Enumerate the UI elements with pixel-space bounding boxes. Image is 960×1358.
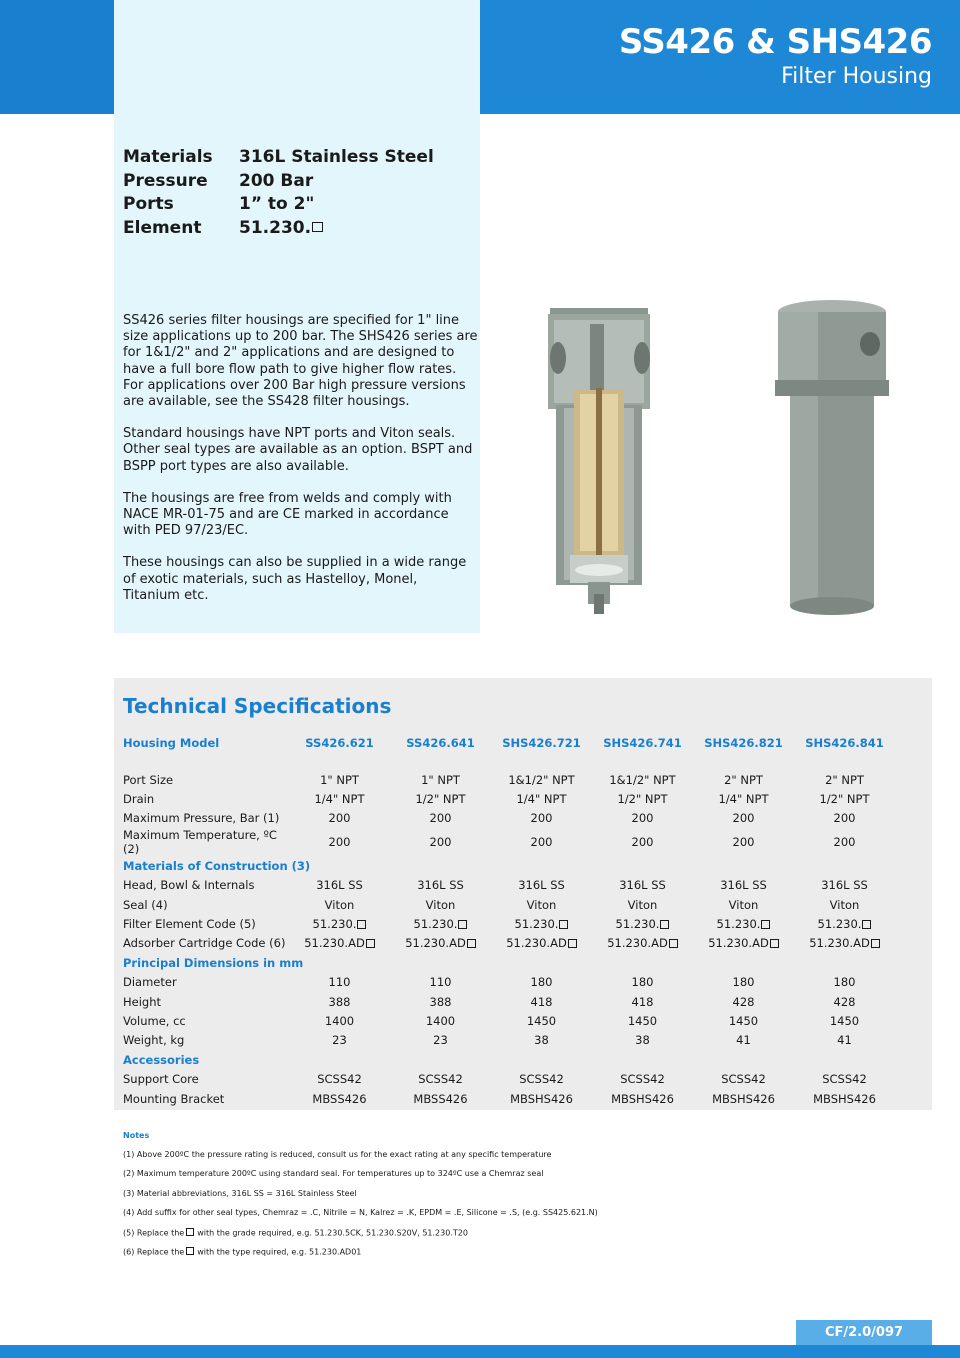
spec-value-text: 200 Bar: [239, 170, 314, 191]
row-label: Adsorber Cartridge Code (6): [123, 936, 286, 951]
spec-label: Materials: [123, 147, 213, 167]
note-item: [123, 1208, 598, 1227]
cell-value: 1/4" NPT: [516, 792, 567, 807]
checkbox-glyph-icon: [568, 939, 577, 948]
checkbox-glyph-icon: [770, 939, 779, 948]
cell-value: 1400: [324, 1013, 355, 1028]
table-cell: [693, 809, 794, 828]
spec-label: Element: [123, 217, 202, 238]
table-cell: [491, 1069, 592, 1088]
table-cell: [794, 1011, 895, 1030]
checkbox-glyph-icon: [458, 920, 467, 929]
table-cell: [592, 1069, 693, 1088]
model-header: SS426.641: [406, 736, 475, 750]
cell-value: 316L SS: [417, 878, 464, 893]
cell-value: 38: [534, 1033, 549, 1048]
description-paragraph: These housings can also be supplied in a wide range of exotic materials, such as Hastelloy, Monel, Titanium etc.: [123, 555, 467, 603]
footer-bar: [0, 1345, 960, 1358]
cell-value: 200: [530, 811, 553, 826]
cell-value: 41: [837, 1033, 852, 1048]
spec-row: [123, 217, 434, 241]
cell-value: 316L SS: [619, 878, 666, 893]
cell-value: 51.230.: [716, 917, 761, 932]
table-cell: [592, 828, 693, 856]
cell-value: 428: [833, 994, 856, 1009]
tech-title: Technical Specifications: [123, 694, 392, 718]
table-cell: [491, 973, 592, 992]
table-cell: [794, 973, 895, 992]
cell-value: Viton: [425, 897, 456, 912]
table-cell: [794, 809, 895, 828]
model-header: SS426.621: [305, 736, 374, 750]
checkbox-glyph-icon: [871, 939, 880, 948]
table-cell: [390, 876, 491, 895]
section-label: Materials of Construction (3): [123, 858, 311, 873]
cell-value: SCSS42: [620, 1072, 665, 1087]
table-cell: [289, 1089, 390, 1108]
table-cell: [794, 789, 895, 808]
table-row: [123, 934, 895, 953]
cell-value: 51.230.: [615, 917, 660, 932]
cell-value: 2" NPT: [825, 772, 864, 787]
cell-value: 51.230.: [312, 917, 357, 932]
cell-value: 51.230.AD: [405, 936, 466, 951]
table-cell: [794, 895, 895, 914]
cell-value: 200: [631, 835, 654, 850]
header-housing-model: Housing Model: [123, 736, 220, 750]
cell-value: SCSS42: [317, 1072, 362, 1087]
cell-value: 316L SS: [720, 878, 767, 893]
table-cell: [592, 895, 693, 914]
note-text: (4) Add suffix for other seal types, Chemraz = .C, Nitrile = N, Kalrez = .K, EPDM = .E, Silicone = .S, (e.g. SS425.621.N): [123, 1208, 598, 1218]
cell-value: 1/2" NPT: [819, 792, 870, 807]
table-cell: [289, 895, 390, 914]
description-paragraph: Standard housings have NPT ports and Viton seals. Other seal types are available as an option. BSPT and BSPP port types are also available.: [123, 426, 473, 474]
cell-value: 1450: [526, 1013, 557, 1028]
table-cell: [693, 973, 794, 992]
table-row: [123, 973, 895, 992]
cell-value: 41: [736, 1033, 751, 1048]
cell-value: 180: [530, 975, 553, 990]
cell-value: 1" NPT: [320, 772, 359, 787]
note-item: [123, 1228, 598, 1247]
checkbox-glyph-icon: [357, 920, 366, 929]
note-item: [123, 1189, 598, 1208]
cell-value: 1/2" NPT: [415, 792, 466, 807]
table-cell: [390, 770, 491, 789]
cell-value: 1400: [425, 1013, 456, 1028]
row-label: Volume, cc: [123, 1013, 186, 1028]
cell-value: 51.230.: [514, 917, 559, 932]
row-label: Diameter: [123, 975, 177, 990]
checkbox-glyph-icon: [660, 920, 669, 929]
spec-value: [239, 217, 323, 241]
cell-value: 200: [732, 835, 755, 850]
spec-label: Pressure: [123, 170, 208, 191]
spacer-row: [123, 750, 895, 770]
table-cell: [794, 992, 895, 1011]
cell-value: 51.230.: [817, 917, 862, 932]
section-row: [123, 856, 895, 875]
section-label: Principal Dimensions in mm: [123, 955, 304, 970]
table-cell: [390, 934, 491, 953]
cell-value: 23: [433, 1033, 448, 1048]
cell-value: 51.230.AD: [708, 936, 769, 951]
table-cell: [491, 1031, 592, 1050]
spec-value-text: 316L Stainless Steel: [239, 147, 434, 167]
table-cell: [794, 914, 895, 933]
cell-value: 200: [732, 811, 755, 826]
cell-value: MBSS426: [312, 1091, 367, 1106]
table-cell: [693, 895, 794, 914]
spec-row: [123, 170, 434, 194]
table-cell: [693, 914, 794, 933]
table-cell: [491, 934, 592, 953]
table-cell: [592, 789, 693, 808]
cell-value: 1" NPT: [421, 772, 460, 787]
row-label: Support Core: [123, 1072, 199, 1087]
key-specs: [123, 146, 434, 240]
cell-value: 1&1/2" NPT: [609, 772, 676, 787]
description-paragraph: SS426 series filter housings are specified for 1" line size applications up to 200 bar. The SHS426 series are for 1&1/2" and 2" applications and are designed to have a full bore flow path to give higher flow rates. For applications over 200 Bar high pressure versions are available, see the SS428 filter housings.: [123, 313, 478, 410]
model-header: SHS426.741: [603, 736, 682, 750]
cell-value: 2" NPT: [724, 772, 763, 787]
document-code: CF/2.0/097: [796, 1320, 932, 1345]
table-row: [123, 809, 895, 828]
table-cell: [491, 914, 592, 933]
spec-row: [123, 193, 434, 217]
cell-value: 38: [635, 1033, 650, 1048]
note-text: (6) Replace the: [123, 1247, 185, 1257]
table-cell: [794, 934, 895, 953]
cell-value: MBSHS426: [813, 1091, 876, 1106]
table-cell: [390, 895, 491, 914]
table-cell: [693, 1069, 794, 1088]
header-bar: [0, 0, 960, 114]
checkbox-glyph-icon: [669, 939, 678, 948]
cell-value: 51.230.AD: [304, 936, 365, 951]
cell-value: SCSS42: [721, 1072, 766, 1087]
table-cell: [289, 876, 390, 895]
cell-value: 428: [732, 994, 755, 1009]
checkbox-glyph-icon: [312, 222, 323, 233]
notes: [123, 1131, 598, 1266]
note-text: (5) Replace the: [123, 1228, 185, 1238]
table-row: [123, 992, 895, 1011]
page-title: SS426 & SHS426: [618, 22, 932, 62]
table-row: [123, 1031, 895, 1050]
table-cell: [289, 809, 390, 828]
table-row: [123, 828, 895, 856]
cell-value: SCSS42: [822, 1072, 867, 1087]
table-cell: [289, 770, 390, 789]
table-cell: [390, 789, 491, 808]
cell-value: 180: [732, 975, 755, 990]
table-cell: [289, 789, 390, 808]
table-cell: [390, 1031, 491, 1050]
table-cell: [390, 992, 491, 1011]
cell-value: 200: [328, 835, 351, 850]
table-cell: [491, 828, 592, 856]
model-header: SHS426.721: [502, 736, 581, 750]
row-label: Height: [123, 994, 162, 1009]
description-paragraph: The housings are free from welds and comply with NACE MR-01-75 and are CE marked in accordance with PED 97/23/EC.: [123, 490, 452, 539]
spec-row: [123, 146, 434, 170]
cell-value: 200: [833, 811, 856, 826]
table-cell: [390, 914, 491, 933]
filter-housing-illustration: [530, 290, 910, 630]
table-cell: [390, 1069, 491, 1088]
table-cell: [693, 1089, 794, 1108]
solid-housing-image: [775, 300, 889, 615]
spec-value-text: 1” to 2": [239, 194, 315, 214]
table-cell: [289, 992, 390, 1011]
table-cell: [289, 1011, 390, 1030]
table-cell: [491, 809, 592, 828]
cell-value: 51.230.AD: [506, 936, 567, 951]
cell-value: 51.230.AD: [809, 936, 870, 951]
table-cell: [390, 1011, 491, 1030]
cell-value: 110: [328, 975, 351, 990]
table-cell: [693, 1011, 794, 1030]
cell-value: 200: [833, 835, 856, 850]
table-cell: [592, 1031, 693, 1050]
table-cell: [592, 914, 693, 933]
technical-specifications: [114, 678, 932, 1110]
cell-value: 180: [631, 975, 654, 990]
table-cell: [794, 1031, 895, 1050]
table-cell: [289, 934, 390, 953]
cell-value: 51.230.AD: [607, 936, 668, 951]
cell-value: 1&1/2" NPT: [508, 772, 575, 787]
cell-value: 1/4" NPT: [314, 792, 365, 807]
checkbox-glyph-icon: [559, 920, 568, 929]
table-cell: [592, 934, 693, 953]
cell-value: 200: [429, 835, 452, 850]
spec-label: Ports: [123, 194, 174, 214]
page-subtitle: Filter Housing: [781, 64, 932, 89]
cell-value: Viton: [728, 897, 759, 912]
table-cell: [289, 828, 390, 856]
model-header: SHS426.821: [704, 736, 783, 750]
table-cell: [693, 770, 794, 789]
cell-value: 316L SS: [316, 878, 363, 893]
cell-value: 200: [631, 811, 654, 826]
row-label: Maximum Temperature, ºC (2): [123, 828, 277, 857]
table-cell: [491, 1011, 592, 1030]
table-cell: [693, 934, 794, 953]
table-cell: [592, 1011, 693, 1030]
table-cell: [390, 1089, 491, 1108]
checkbox-glyph-icon: [862, 920, 871, 929]
table-cell: [592, 876, 693, 895]
cell-value: Viton: [627, 897, 658, 912]
table-cell: [491, 770, 592, 789]
note-text-after: with the type required, e.g. 51.230.AD01: [197, 1247, 362, 1257]
cell-value: SCSS42: [519, 1072, 564, 1087]
spec-value: [239, 193, 314, 217]
cutaway-housing-image: [548, 308, 650, 614]
table-cell: [794, 876, 895, 895]
cell-value: 110: [429, 975, 452, 990]
cell-value: Viton: [829, 897, 860, 912]
section-row: [123, 953, 895, 972]
model-header: SHS426.841: [805, 736, 884, 750]
table-cell: [491, 876, 592, 895]
table-row: [123, 770, 895, 789]
cell-value: 418: [530, 994, 553, 1009]
cell-value: 23: [332, 1033, 347, 1048]
table-cell: [390, 809, 491, 828]
notes-title: Notes: [123, 1131, 150, 1140]
table-cell: [693, 828, 794, 856]
table-cell: [794, 1069, 895, 1088]
table-cell: [289, 914, 390, 933]
cell-value: Viton: [324, 897, 355, 912]
table-cell: [592, 770, 693, 789]
table-cell: [390, 828, 491, 856]
table-row: [123, 1011, 895, 1030]
table-cell: [693, 789, 794, 808]
table-row: [123, 914, 895, 933]
cell-value: 316L SS: [821, 878, 868, 893]
cell-value: Viton: [526, 897, 557, 912]
note-text: (3) Material abbreviations, 316L SS = 316L Stainless Steel: [123, 1188, 357, 1198]
spec-value-text: 51.230.: [239, 217, 312, 238]
cell-value: MBSHS426: [611, 1091, 674, 1106]
cell-value: 388: [429, 994, 452, 1009]
row-label: Drain: [123, 792, 155, 807]
description: [123, 313, 478, 620]
cell-value: 1/4" NPT: [718, 792, 769, 807]
table-cell: [794, 828, 895, 856]
cell-value: 388: [328, 994, 351, 1009]
cell-value: SCSS42: [418, 1072, 463, 1087]
checkbox-glyph-icon: [366, 939, 375, 948]
note-text-after: with the grade required, e.g. 51.230.5CK, 51.230.S20V, 51.230.T20: [197, 1228, 468, 1238]
table-cell: [390, 973, 491, 992]
row-label: Filter Element Code (5): [123, 917, 256, 932]
table-cell: [491, 895, 592, 914]
table-cell: [794, 770, 895, 789]
table-cell: [491, 1089, 592, 1108]
note-item: [123, 1169, 598, 1188]
cell-value: MBSHS426: [712, 1091, 775, 1106]
cell-value: 1450: [829, 1013, 860, 1028]
cell-value: MBSHS426: [510, 1091, 573, 1106]
header-left-block: [0, 0, 114, 114]
table-cell: [693, 876, 794, 895]
table-row: [123, 1089, 895, 1108]
row-label: Seal (4): [123, 897, 168, 912]
note-item: [123, 1150, 598, 1169]
row-label: Head, Bowl & Internals: [123, 878, 255, 893]
spec-value: [239, 170, 313, 194]
table-cell: [794, 1089, 895, 1108]
row-label: Maximum Pressure, Bar (1): [123, 811, 280, 826]
table-cell: [592, 992, 693, 1011]
table-row: [123, 789, 895, 808]
table-cell: [491, 992, 592, 1011]
cell-value: 200: [429, 811, 452, 826]
table-row: [123, 1069, 895, 1088]
table-cell: [592, 973, 693, 992]
row-label: Mounting Bracket: [123, 1091, 225, 1106]
table-cell: [289, 1031, 390, 1050]
cell-value: 51.230.: [413, 917, 458, 932]
table-cell: [592, 1089, 693, 1108]
table-cell: [491, 789, 592, 808]
specs-table: [123, 736, 895, 1108]
row-label: Weight, kg: [123, 1033, 185, 1048]
table-row: [123, 895, 895, 914]
cell-value: 316L SS: [518, 878, 565, 893]
section-row: [123, 1050, 895, 1069]
cell-value: 180: [833, 975, 856, 990]
table-cell: [289, 1069, 390, 1088]
checkbox-glyph-icon: [467, 939, 476, 948]
cell-value: 200: [328, 811, 351, 826]
spec-value: [239, 146, 434, 170]
cell-value: 1450: [627, 1013, 658, 1028]
note-text: (2) Maximum temperature 200ºC using standard seal. For temperatures up to 324ºC use a Chemraz seal: [123, 1169, 544, 1179]
table-cell: [592, 809, 693, 828]
checkbox-glyph-icon: [186, 1228, 194, 1236]
note-item: [123, 1247, 598, 1266]
table-cell: [289, 973, 390, 992]
table-cell: [693, 1031, 794, 1050]
cell-value: 1450: [728, 1013, 759, 1028]
table-cell: [693, 992, 794, 1011]
note-text: (1) Above 200ºC the pressure rating is reduced, consult us for the exact rating at any specific temperature: [123, 1150, 552, 1159]
checkbox-glyph-icon: [761, 920, 770, 929]
cell-value: 418: [631, 994, 654, 1009]
table-row: [123, 876, 895, 895]
cell-value: 1/2" NPT: [617, 792, 668, 807]
cell-value: MBSS426: [413, 1091, 468, 1106]
header-light-block: [114, 0, 480, 114]
cell-value: 200: [530, 835, 553, 850]
section-label: Accessories: [123, 1052, 200, 1067]
specs-header-row: [123, 736, 895, 750]
checkbox-glyph-icon: [186, 1247, 194, 1255]
row-label: Port Size: [123, 772, 174, 787]
